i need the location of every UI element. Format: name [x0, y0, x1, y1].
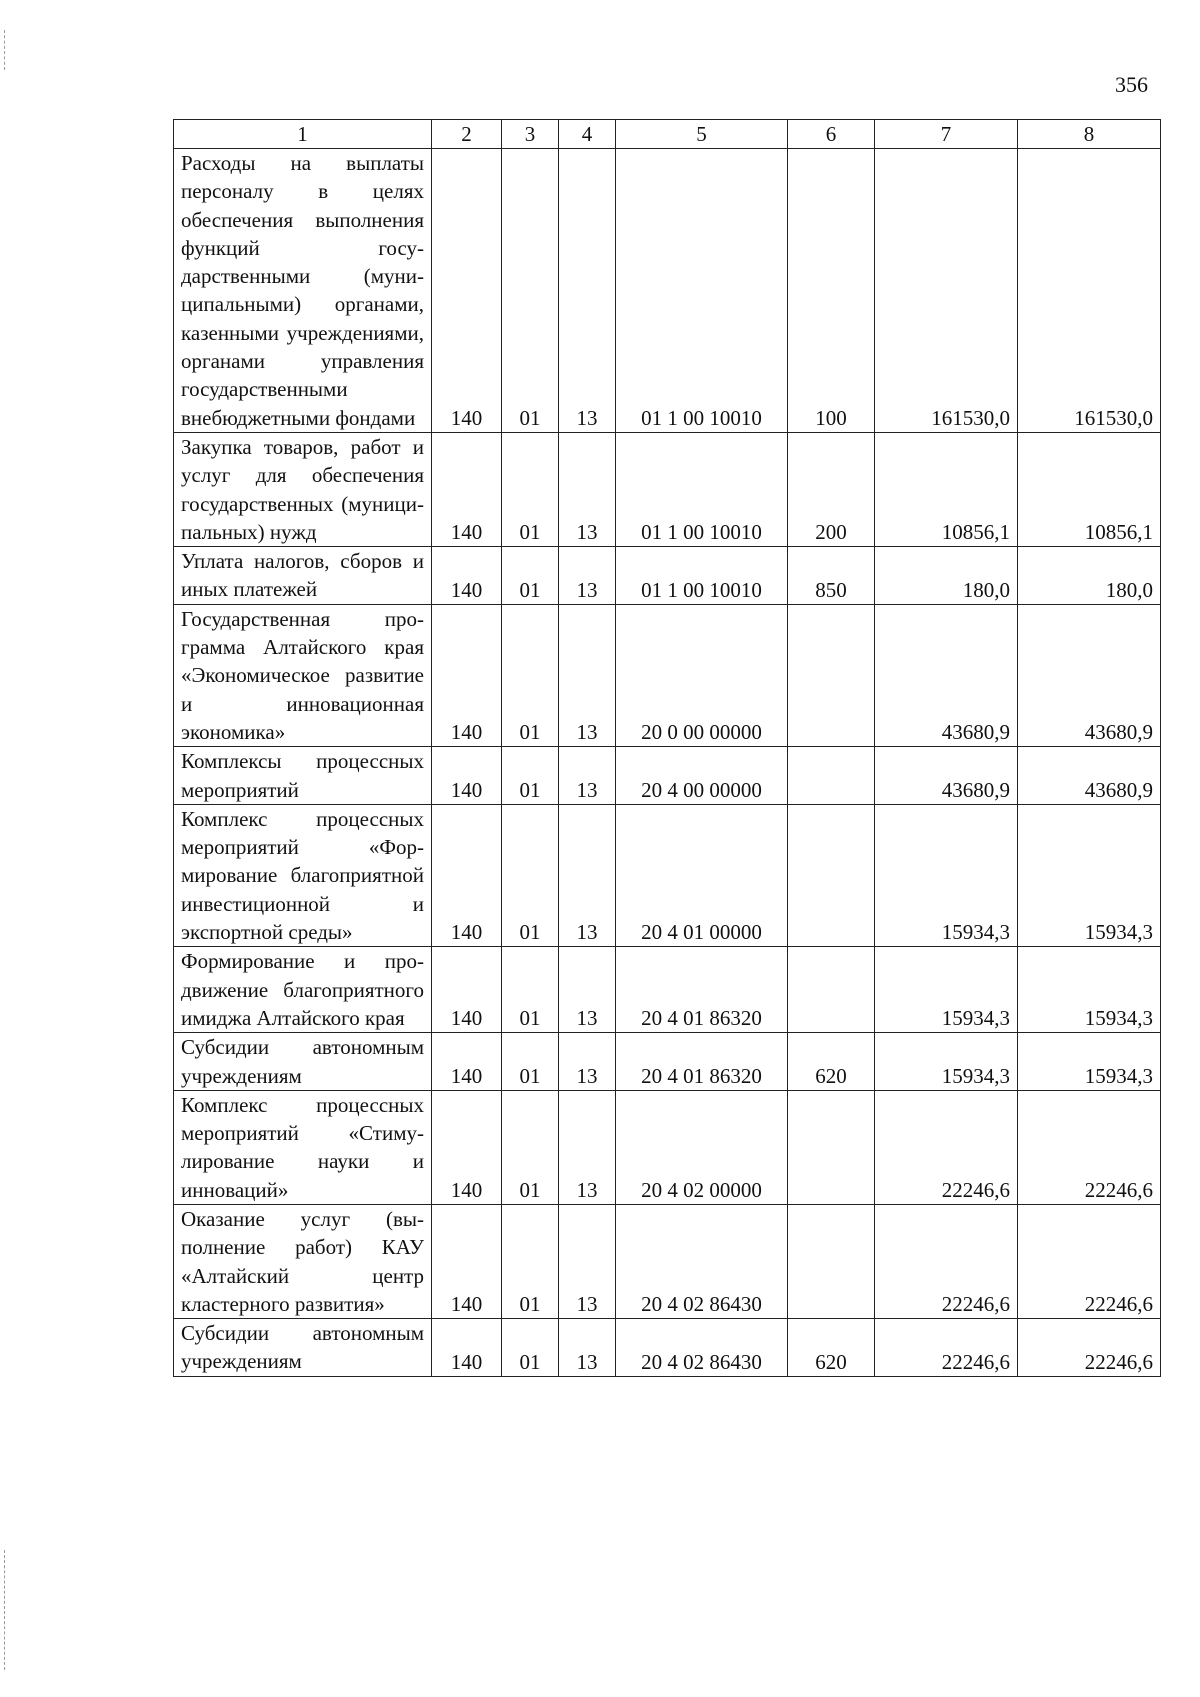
cell-admin-code: 140 — [432, 1319, 502, 1377]
cell-amount-7: 22246,6 — [875, 1319, 1018, 1377]
cell-admin-code: 140 — [432, 1090, 502, 1204]
cell-section: 01 — [502, 1319, 559, 1377]
cell-amount-8: 10856,1 — [1018, 432, 1161, 546]
cell-subsection: 13 — [559, 604, 616, 746]
cell-target-article: 20 0 00 00000 — [616, 604, 788, 746]
table-row — [174, 804, 1161, 946]
cell-section: 01 — [502, 1090, 559, 1204]
cell-amount-7: 180,0 — [875, 547, 1018, 605]
row-name: Уплата налогов, сборов и иных платежей — [174, 547, 432, 605]
cell-subsection: 13 — [559, 804, 616, 946]
cell-section: 01 — [502, 547, 559, 605]
cell-subsection: 13 — [559, 1319, 616, 1377]
cell-amount-7: 161530,0 — [875, 149, 1018, 433]
cell-target-article: 20 4 02 00000 — [616, 1090, 788, 1204]
cell-amount-7: 22246,6 — [875, 1204, 1018, 1318]
cell-amount-7: 43680,9 — [875, 747, 1018, 805]
cell-target-article: 01 1 00 10010 — [616, 432, 788, 546]
cell-amount-8: 43680,9 — [1018, 747, 1161, 805]
cell-target-article: 01 1 00 10010 — [616, 547, 788, 605]
cell-expense-type — [788, 1090, 875, 1204]
cell-expense-type: 850 — [788, 547, 875, 605]
table-row — [174, 432, 1161, 546]
header-col-8: 8 — [1018, 120, 1161, 149]
cell-admin-code: 140 — [432, 747, 502, 805]
cell-admin-code: 140 — [432, 1204, 502, 1318]
cell-subsection: 13 — [559, 1204, 616, 1318]
cell-amount-8: 22246,6 — [1018, 1090, 1161, 1204]
row-name: Государственная программа Алтайского края «Экономическое развитие и инновационная экономика» — [174, 604, 432, 746]
row-name: Комплекс процессных мероприятий «Формирование благоприятной инвестиционной и экспортной среды» — [174, 804, 432, 946]
header-col-1: 1 — [174, 120, 432, 149]
cell-amount-8: 15934,3 — [1018, 947, 1161, 1033]
cell-amount-7: 10856,1 — [875, 432, 1018, 546]
cell-target-article: 20 4 02 86430 — [616, 1204, 788, 1318]
cell-admin-code: 140 — [432, 1033, 502, 1091]
cell-subsection: 13 — [559, 1033, 616, 1091]
row-name: Субсидии автономным учреждениям — [174, 1033, 432, 1091]
table-row — [174, 1319, 1161, 1377]
table-row — [174, 947, 1161, 1033]
header-row — [174, 120, 1161, 149]
cell-subsection: 13 — [559, 747, 616, 805]
cell-amount-8: 43680,9 — [1018, 604, 1161, 746]
cell-amount-7: 15934,3 — [875, 804, 1018, 946]
cell-subsection: 13 — [559, 547, 616, 605]
row-name: Закупка товаров, работ и услуг для обеспечения государственных (муниципальных) нужд — [174, 432, 432, 546]
cell-amount-7: 22246,6 — [875, 1090, 1018, 1204]
cell-admin-code: 140 — [432, 149, 502, 433]
row-name: Расходы на выплаты персоналу в целях обеспечения выполнения функций государственными (муниципальными) органами, казенными учреждениями, органами управления государственными внебюджетными фондами — [174, 149, 432, 433]
cell-amount-8: 15934,3 — [1018, 1033, 1161, 1091]
cell-amount-8: 180,0 — [1018, 547, 1161, 605]
cell-amount-8: 22246,6 — [1018, 1319, 1161, 1377]
row-name: Формирование и продвижение благоприятного имиджа Алтайского края — [174, 947, 432, 1033]
cell-section: 01 — [502, 1033, 559, 1091]
row-name: Оказание услуг (выполнение работ) КАУ «Алтайский центр кластерного развития» — [174, 1204, 432, 1318]
cell-amount-7: 15934,3 — [875, 947, 1018, 1033]
cell-expense-type: 620 — [788, 1033, 875, 1091]
margin-scan-mark-top — [4, 30, 5, 70]
cell-expense-type — [788, 804, 875, 946]
row-name: Комплекс процессных мероприятий «Стимулирование науки и инноваций» — [174, 1090, 432, 1204]
cell-expense-type — [788, 604, 875, 746]
table-row — [174, 1090, 1161, 1204]
cell-target-article: 20 4 01 86320 — [616, 1033, 788, 1091]
budget-table — [173, 119, 1161, 1377]
header-col-4: 4 — [559, 120, 616, 149]
cell-subsection: 13 — [559, 1090, 616, 1204]
row-name: Комплексы процессных мероприятий — [174, 747, 432, 805]
table-row — [174, 604, 1161, 746]
header-col-7: 7 — [875, 120, 1018, 149]
cell-amount-7: 43680,9 — [875, 604, 1018, 746]
header-col-5: 5 — [616, 120, 788, 149]
cell-subsection: 13 — [559, 947, 616, 1033]
cell-expense-type — [788, 947, 875, 1033]
cell-expense-type — [788, 1204, 875, 1318]
cell-section: 01 — [502, 747, 559, 805]
cell-amount-8: 161530,0 — [1018, 149, 1161, 433]
cell-section: 01 — [502, 604, 559, 746]
table-row — [174, 747, 1161, 805]
row-name: Субсидии автономным учреждениям — [174, 1319, 432, 1377]
cell-admin-code: 140 — [432, 432, 502, 546]
cell-target-article: 01 1 00 10010 — [616, 149, 788, 433]
cell-section: 01 — [502, 947, 559, 1033]
header-col-6: 6 — [788, 120, 875, 149]
table-row — [174, 1204, 1161, 1318]
cell-expense-type: 100 — [788, 149, 875, 433]
cell-admin-code: 140 — [432, 804, 502, 946]
cell-expense-type — [788, 747, 875, 805]
cell-expense-type: 200 — [788, 432, 875, 546]
cell-admin-code: 140 — [432, 947, 502, 1033]
cell-target-article: 20 4 01 86320 — [616, 947, 788, 1033]
page-number: 356 — [1115, 72, 1148, 97]
header-col-3: 3 — [502, 120, 559, 149]
cell-amount-7: 15934,3 — [875, 1033, 1018, 1091]
cell-expense-type: 620 — [788, 1319, 875, 1377]
cell-admin-code: 140 — [432, 604, 502, 746]
cell-section: 01 — [502, 804, 559, 946]
header-col-2: 2 — [432, 120, 502, 149]
cell-amount-8: 15934,3 — [1018, 804, 1161, 946]
margin-scan-mark-bottom — [4, 1550, 5, 1670]
cell-subsection: 13 — [559, 149, 616, 433]
cell-target-article: 20 4 01 00000 — [616, 804, 788, 946]
cell-amount-8: 22246,6 — [1018, 1204, 1161, 1318]
cell-target-article: 20 4 00 00000 — [616, 747, 788, 805]
cell-target-article: 20 4 02 86430 — [616, 1319, 788, 1377]
cell-subsection: 13 — [559, 432, 616, 546]
cell-admin-code: 140 — [432, 547, 502, 605]
table-row — [174, 547, 1161, 605]
cell-section: 01 — [502, 432, 559, 546]
cell-section: 01 — [502, 149, 559, 433]
table-row — [174, 1033, 1161, 1091]
table-row — [174, 149, 1161, 433]
cell-section: 01 — [502, 1204, 559, 1318]
